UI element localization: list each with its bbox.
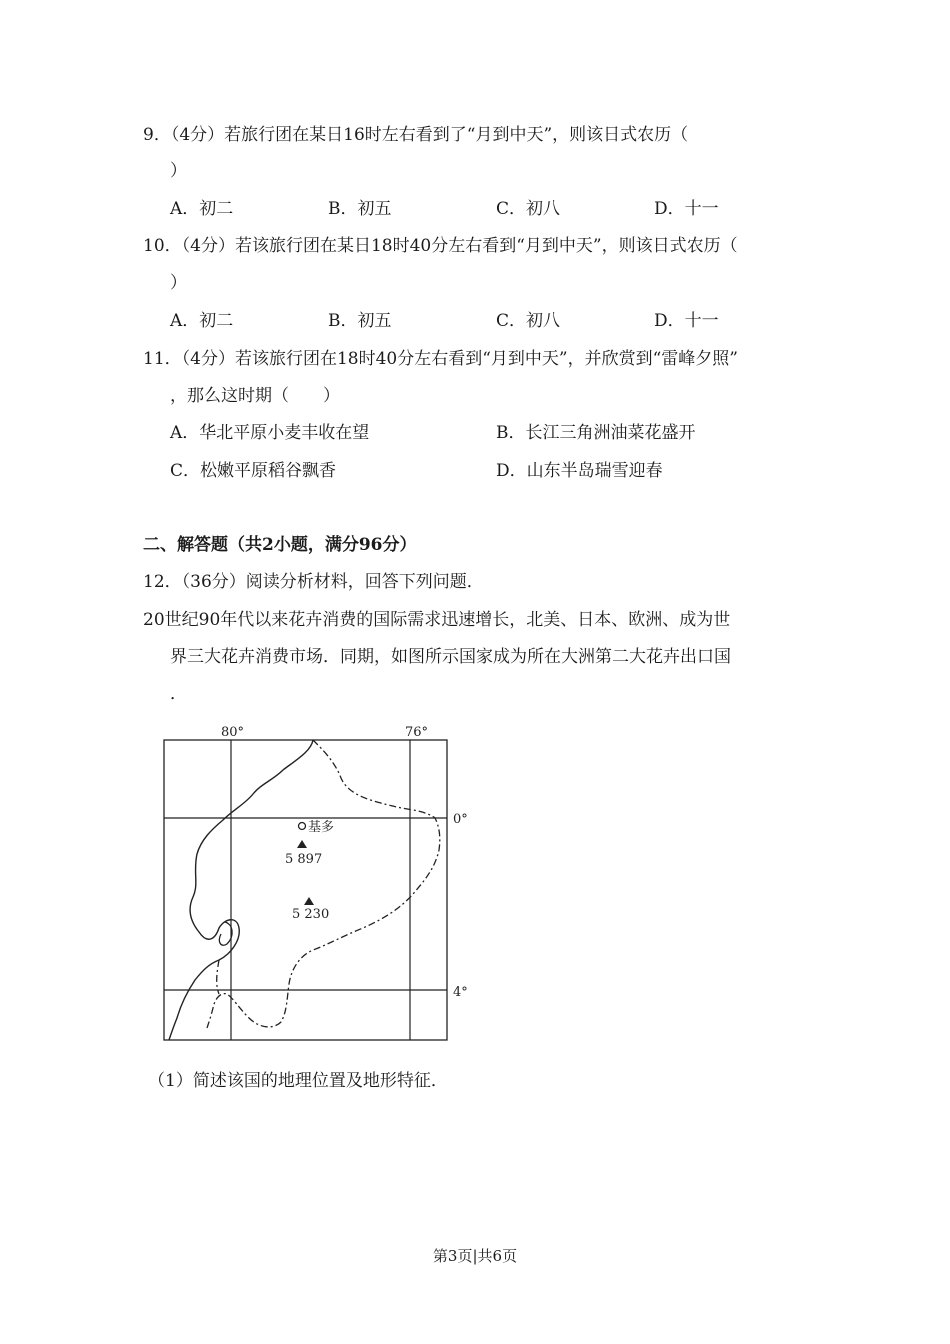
map-frame [164, 740, 447, 1040]
peak-elevation-label: 5 230 [292, 907, 330, 922]
city-label: 基多 [308, 820, 335, 835]
city-marker [299, 823, 306, 830]
question-11 [143, 348, 738, 370]
option-c[interactable]: C．松嫩平原稻谷飘香 [170, 461, 337, 481]
peak-elevation-label: 5 897 [285, 852, 323, 867]
question-number: 12． [143, 572, 182, 592]
question-text: （4分）若该旅行团在18时40分左右看到“月到中天”，并欣赏到“雷峰夕照” [181, 349, 738, 369]
page-footer: 第3页|共6页 [432, 1247, 518, 1265]
question-10 [143, 235, 738, 257]
question-continuation: ，那么这时期（ ） [170, 386, 340, 406]
option-a[interactable]: A．初二 [170, 199, 234, 219]
material-line-1: 20世纪90年代以来花卉消费的国际需求迅速增长，北美、日本、欧洲、成为世 [143, 610, 731, 630]
question-continuation: ） [170, 273, 187, 293]
question-text: （36分）阅读分析材料，回答下列问题． [181, 572, 484, 592]
question-12 [143, 571, 484, 593]
option-c[interactable]: C．初八 [496, 311, 561, 331]
question-text: （4分）若该旅行团在某日18时40分左右看到“月到中天”，则该日式农历（ [181, 236, 738, 256]
country-map [163, 722, 473, 1047]
option-d[interactable]: D．十一 [654, 199, 719, 219]
option-c[interactable]: C．初八 [496, 199, 561, 219]
longitude-label-80: 80° [221, 725, 245, 740]
coastline [169, 740, 313, 1040]
section-heading: 二、解答题（共2小题，满分96分） [143, 535, 417, 555]
option-b[interactable]: B．长江三角洲油菜花盛开 [496, 423, 696, 443]
option-b[interactable]: B．初五 [328, 199, 392, 219]
option-a[interactable]: A．初二 [170, 311, 234, 331]
latitude-label-4: 4° [453, 985, 468, 1000]
option-a[interactable]: A．华北平原小麦丰收在望 [170, 423, 370, 443]
national-border [207, 740, 440, 1028]
latitude-label-0: 0° [453, 812, 468, 827]
option-b[interactable]: B．初五 [328, 311, 392, 331]
sub-question-1: （1）简述该国的地理位置及地形特征． [148, 1071, 448, 1091]
option-d[interactable]: D．山东半岛瑞雪迎春 [496, 461, 663, 481]
question-continuation: ） [170, 161, 187, 181]
question-text: （4分）若旅行团在某日16时左右看到了“月到中天”，则该日式农历（ [170, 125, 689, 145]
material-line-2: 界三大花卉消费市场．同期，如图所示国家成为所在大洲第二大花卉出口国 [170, 647, 731, 667]
question-number: 9． [143, 125, 171, 145]
question-9 [143, 124, 688, 146]
question-number: 11． [143, 349, 182, 369]
material-line-3: ． [170, 684, 187, 704]
peak-marker [304, 897, 314, 905]
longitude-label-76: 76° [405, 725, 429, 740]
option-d[interactable]: D．十一 [654, 311, 719, 331]
peak-marker [297, 840, 307, 848]
question-number: 10． [143, 236, 182, 256]
